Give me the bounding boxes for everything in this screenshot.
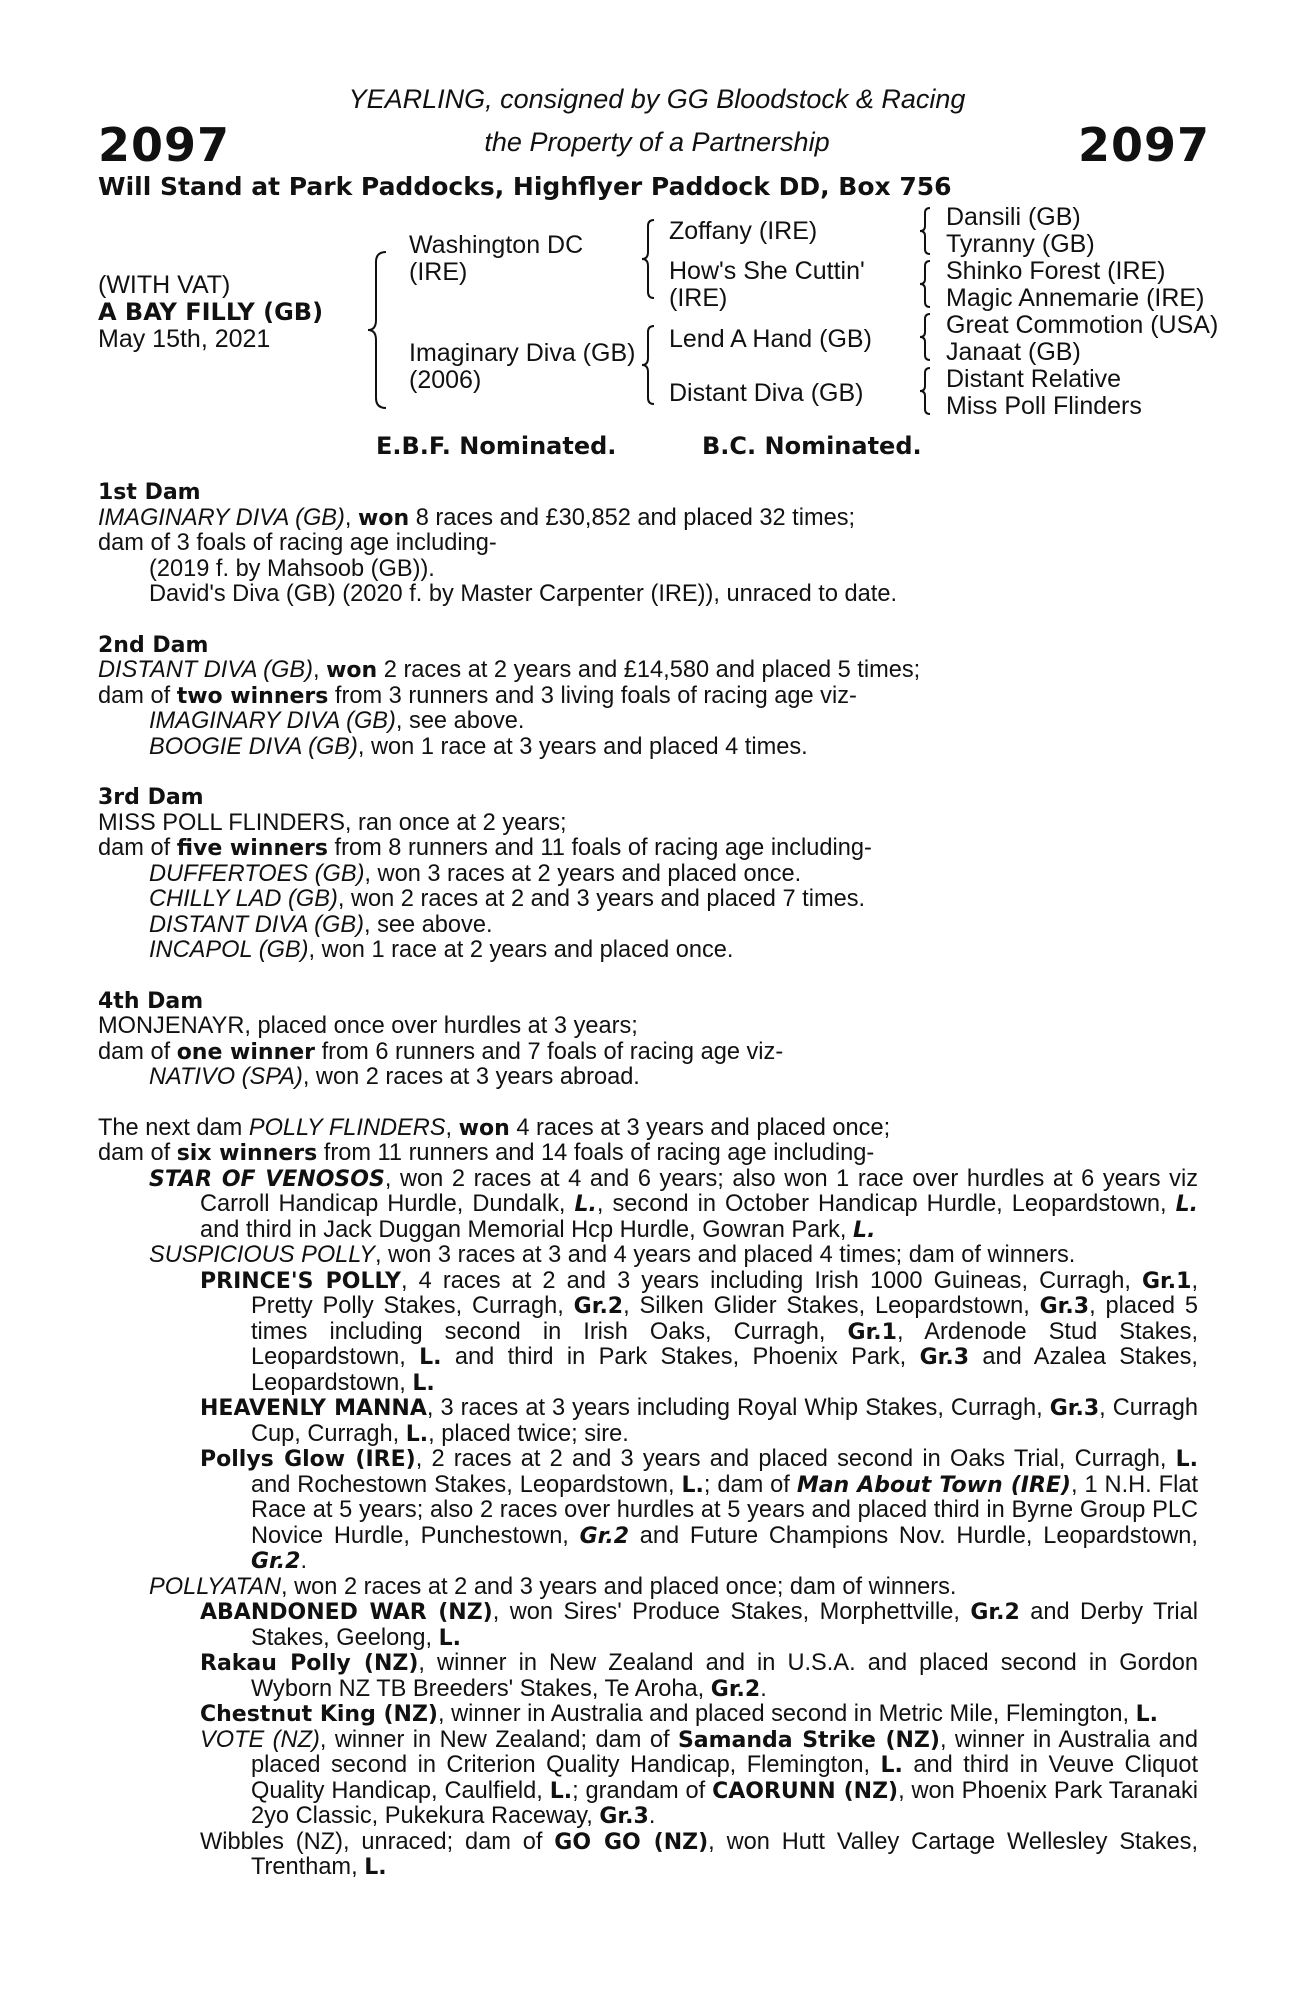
fourth-dam-offspring-1: NATIVO (SPA), won 2 races at 3 years abroad.: [149, 1064, 640, 1090]
pedigree-brace-ds: [916, 312, 936, 362]
pedigree-dam-line1: Imaginary Diva (GB): [409, 339, 636, 367]
lot-number-left: 2097: [98, 118, 231, 172]
stand-location: Will Stand at Park Paddocks, Highflyer Paddock DD, Box 756: [98, 172, 952, 201]
vote-entry: VOTE (NZ), winner in New Zealand; dam of Samanda Strike (NZ), winner in Australia and placed second in Criterion Quality Handicap, Flemington, L. and third in Veuve Cliquot Quality Handicap, Caulfield, L.; grandam of CAORUNN (NZ), won Phoenix Park Taranaki 2yo Classic, Pukekura Raceway, Gr.3.: [200, 1726, 1198, 1829]
horse-name: A BAY FILLY (GB): [98, 298, 324, 326]
first-dam-foal-1: (2019 f. by Mahsoob (GB)).: [149, 555, 435, 582]
fourth-dam-heading: 4th Dam: [98, 988, 204, 1014]
pedigree-dam-line2: (2006): [409, 366, 482, 394]
vat-note: (WITH VAT): [98, 271, 231, 299]
bc-nomination: B.C. Nominated.: [702, 432, 922, 460]
third-dam-offspring-3: DISTANT DIVA (GB), see above.: [149, 911, 493, 938]
next-dam-record: The next dam POLLY FLINDERS, won 4 races at 3 years and placed once;: [98, 1114, 891, 1141]
pedigree-sss: Dansili (GB): [946, 203, 1081, 231]
pedigree-ssd: Tyranny (GB): [946, 230, 1095, 258]
star-of-venosos-entry: STAR OF VENOSOS, won 2 races at 4 and 6 years; also won 1 race over hurdles at 6 years viz Carroll Handicap Hurdle, Dundalk, L., second in October Handicap Hurdle, Leopardstown, L. and third in Jack Duggan Memorial Hcp Hurdle, Gowran Park, L.: [149, 1165, 1198, 1243]
third-dam-heading: 3rd Dam: [98, 785, 204, 810]
first-dam-heading: 1st Dam: [98, 480, 201, 505]
pedigree-ddd: Miss Poll Flinders: [946, 392, 1142, 420]
pollys-glow-entry: Pollys Glow (IRE), 2 races at 2 and 3 years and placed second in Oaks Trial, Curragh, L. and Rochestown Stakes, Leopardstown, L.; dam of Man About Town (IRE), 1 N.H. Flat Race at 5 years; also 2 races over hurdles at 5 years and placed third in Byrne Group PLC Novice Hurdle, Punchestown, Gr.2 and Future Champions Nov. Hurdle, Leopardstown, Gr.2.: [200, 1446, 1198, 1574]
pollyatan-entry: POLLYATAN, won 2 races at 2 and 3 years and placed once; dam of winners.: [149, 1573, 957, 1600]
abandoned-war-entry: ABANDONED WAR (NZ), won Sires' Produce Stakes, Morphettville, Gr.2 and Derby Trial Stakes, Geelong, L.: [200, 1599, 1199, 1651]
first-dam-foal-2: David's Diva (GB) (2020 f. by Master Carpenter (IRE)), unraced to date.: [149, 581, 897, 607]
produce-record: [98, 480, 1198, 1881]
wibbles-entry: Wibbles (NZ), unraced; dam of GO GO (NZ), won Hutt Valley Cartage Wellesley Stakes, Trentham, L.: [200, 1828, 1199, 1880]
third-dam-record: MISS POLL FLINDERS, ran once at 2 years;: [98, 809, 567, 836]
pedigree-dds: Distant Relative: [946, 365, 1122, 393]
second-dam-heading: 2nd Dam: [98, 632, 209, 658]
pedigree-dss: Great Commotion (USA): [946, 311, 1219, 339]
pedigree-sire-line2: (IRE): [409, 258, 468, 286]
second-dam-record: DISTANT DIVA (GB), won 2 races at 2 years and £14,580 and placed 5 times;: [98, 657, 921, 683]
third-dam-produce: dam of five winners from 8 runners and 11 foals of racing age including-: [98, 835, 872, 861]
pedigree-brace-ss: [916, 206, 936, 256]
chestnut-king-entry: Chestnut King (NZ), winner in Australia and placed second in Metric Mile, Flemington, L.: [200, 1701, 1159, 1727]
pedigree-brace-dd: [916, 366, 936, 416]
foaling-date: May 15th, 2021: [98, 325, 271, 353]
fourth-dam-produce: dam of one winner from 6 runners and 7 foals of racing age viz-: [98, 1038, 784, 1065]
third-dam-offspring-2: CHILLY LAD (GB), won 2 races at 2 and 3 years and placed 7 times.: [149, 886, 866, 912]
heavenly-manna-entry: HEAVENLY MANNA, 3 races at 3 years including Royal Whip Stakes, Curragh, Gr.3, Curragh Cup, Curragh, L., placed twice; sire.: [200, 1395, 1198, 1447]
second-dam-offspring-1: IMAGINARY DIVA (GB), see above.: [149, 708, 525, 734]
consignment-line-1: YEARLING, consigned by GG Bloodstock & Racing: [348, 84, 966, 114]
pedigree-dam-sire: Lend A Hand (GB): [669, 325, 872, 353]
next-dam-produce: dam of six winners from 11 runners and 14 foals of racing age including-: [98, 1140, 875, 1166]
third-dam-offspring-1: DUFFERTOES (GB), won 3 races at 2 years and placed once.: [149, 860, 802, 887]
pedigree-sire-dam-line1: How's She Cuttin': [669, 257, 865, 285]
fourth-dam-record: MONJENAYR, placed once over hurdles at 3 years;: [98, 1013, 638, 1039]
lot-number-right: 2097: [1078, 118, 1211, 172]
pedigree-brace-sire: [638, 218, 660, 300]
rakau-polly-entry: Rakau Polly (NZ), winner in New Zealand and in U.S.A. and placed second in Gordon Wyborn NZ TB Breeders' Stakes, Te Aroha, Gr.2.: [200, 1650, 1198, 1702]
pedigree-sire-line1: Washington DC: [409, 231, 584, 259]
ebf-nomination: E.B.F. Nominated.: [376, 432, 617, 460]
third-dam-offspring-4: INCAPOL (GB), won 1 race at 2 years and placed once.: [149, 937, 734, 963]
princes-polly-entry: PRINCE'S POLLY, 4 races at 2 and 3 years including Irish 1000 Guineas, Curragh, Gr.1, Pretty Polly Stakes, Curragh, Gr.2, Silken Glider Stakes, Leopardstown, Gr.3, placed 5 times including second in Irish Oaks, Curragh, Gr.1, Ardenode Stud Stakes, Leopardstown, L. and third in Park Stakes, Phoenix Park, Gr.3 and Azalea Stakes, Leopardstown, L.: [200, 1267, 1198, 1396]
first-dam-produce: dam of 3 foals of racing age including-: [98, 530, 497, 556]
suspicious-polly-entry: SUSPICIOUS POLLY, won 3 races at 3 and 4 years and placed 4 times; dam of winners.: [149, 1242, 1076, 1268]
pedigree-sire-sire: Zoffany (IRE): [669, 217, 818, 245]
pedigree-dam-dam: Distant Diva (GB): [669, 379, 864, 407]
pedigree-dsd: Janaat (GB): [946, 338, 1081, 366]
pedigree-brace-dam: [638, 324, 660, 406]
second-dam-produce: dam of two winners from 3 runners and 3 living foals of racing age viz-: [98, 682, 857, 709]
pedigree-brace-main: [364, 250, 394, 410]
second-dam-offspring-2: BOOGIE DIVA (GB), won 1 race at 3 years and placed 4 times.: [149, 733, 808, 760]
pedigree-sds: Shinko Forest (IRE): [946, 257, 1166, 285]
consignment-line-2: the Property of a Partnership: [484, 127, 830, 157]
pedigree-brace-sd: [916, 259, 936, 309]
pedigree-sdd: Magic Annemarie (IRE): [946, 284, 1205, 312]
pedigree-sire-dam-line2: (IRE): [669, 284, 728, 312]
first-dam-record: IMAGINARY DIVA (GB), won 8 races and £30,852 and placed 32 times;: [98, 504, 856, 531]
